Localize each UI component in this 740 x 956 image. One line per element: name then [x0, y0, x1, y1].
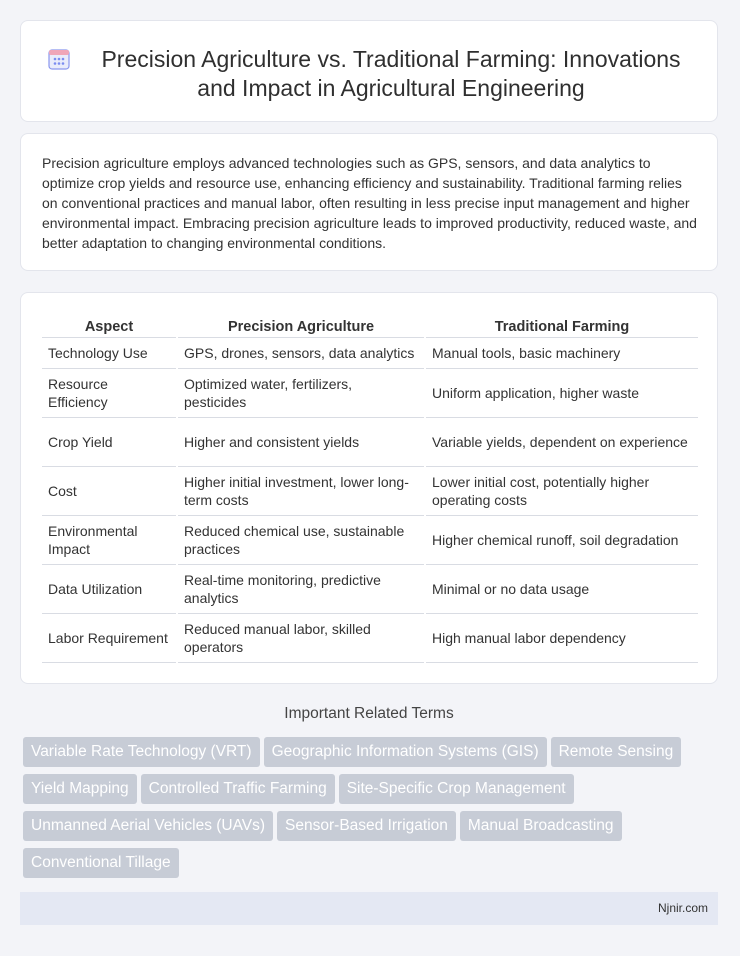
cell-precision: Higher and consistent yields: [178, 418, 424, 467]
header-traditional: Traditional Farming: [426, 315, 698, 338]
cell-traditional: High manual labor dependency: [426, 614, 698, 663]
intro-card: [20, 133, 718, 271]
table-row: [42, 614, 698, 663]
cell-traditional: Uniform application, higher waste: [426, 369, 698, 418]
cell-aspect: Labor Requirement: [42, 614, 176, 663]
related-term-tag[interactable]: Remote Sensing: [551, 737, 682, 767]
related-term-tag[interactable]: Site-Specific Crop Management: [339, 774, 574, 804]
table-row: [42, 338, 698, 369]
related-term-tag[interactable]: Controlled Traffic Farming: [141, 774, 335, 804]
related-term-tag[interactable]: Unmanned Aerial Vehicles (UAVs): [23, 811, 273, 841]
cell-traditional: Higher chemical runoff, soil degradation: [426, 516, 698, 565]
header-aspect: Aspect: [42, 315, 176, 338]
comparison-table: [42, 315, 698, 663]
cell-aspect: Data Utilization: [42, 565, 176, 614]
cell-traditional: Minimal or no data usage: [426, 565, 698, 614]
cell-aspect: Resource Efficiency: [42, 369, 176, 418]
related-term-tag[interactable]: Geographic Information Systems (GIS): [264, 737, 547, 767]
related-term-tag[interactable]: Yield Mapping: [23, 774, 137, 804]
cell-traditional: Lower initial cost, potentially higher operating costs: [426, 467, 698, 516]
cell-aspect: Cost: [42, 467, 176, 516]
related-term-tag[interactable]: Variable Rate Technology (VRT): [23, 737, 260, 767]
intro-paragraph: Precision agriculture employs advanced technologies such as GPS, sensors, and data analytics to optimize crop yields and resource use, enhancing efficiency and sustainability. Traditional farming relies on conventional practices and manual labor, often resulting in less precise input management and higher environmental impact. Embracing precision agriculture leads to improved productivity, reduced waste, and better adaptation to changing environmental conditions.: [42, 155, 697, 251]
related-terms-list: [23, 737, 713, 885]
cell-precision: Reduced manual labor, skilled operators: [178, 614, 424, 663]
table-row: [42, 418, 698, 467]
page-title: Precision Agriculture vs. Traditional Farming: Innovations and Impact in Agricultural Engineering: [101, 46, 681, 101]
table-row: [42, 516, 698, 565]
cell-precision: Optimized water, fertilizers, pesticides: [178, 369, 424, 418]
cell-traditional: Manual tools, basic machinery: [426, 338, 698, 369]
comparison-card: [20, 292, 718, 684]
related-term-tag[interactable]: Sensor-Based Irrigation: [277, 811, 456, 841]
title-card: [20, 20, 718, 122]
cell-aspect: Environmental Impact: [42, 516, 176, 565]
related-term-tag[interactable]: Manual Broadcasting: [460, 811, 622, 841]
table-header-row: [42, 315, 698, 338]
cell-precision: Real-time monitoring, predictive analytics: [178, 565, 424, 614]
cell-precision: GPS, drones, sensors, data analytics: [178, 338, 424, 369]
table-row: [42, 467, 698, 516]
header-precision: Precision Agriculture: [178, 315, 424, 338]
footer-site-link[interactable]: Njnir.com: [657, 901, 708, 915]
cell-aspect: Crop Yield: [42, 418, 176, 467]
footer: [20, 892, 718, 925]
calendar-icon: [47, 47, 71, 71]
related-terms-title: Important Related Terms: [284, 705, 454, 722]
related-term-tag[interactable]: Conventional Tillage: [23, 848, 179, 878]
table-row: [42, 565, 698, 614]
table-row: [42, 369, 698, 418]
cell-traditional: Variable yields, dependent on experience: [426, 418, 698, 467]
cell-precision: Higher initial investment, lower long-term costs: [178, 467, 424, 516]
cell-aspect: Technology Use: [42, 338, 176, 369]
cell-precision: Reduced chemical use, sustainable practices: [178, 516, 424, 565]
